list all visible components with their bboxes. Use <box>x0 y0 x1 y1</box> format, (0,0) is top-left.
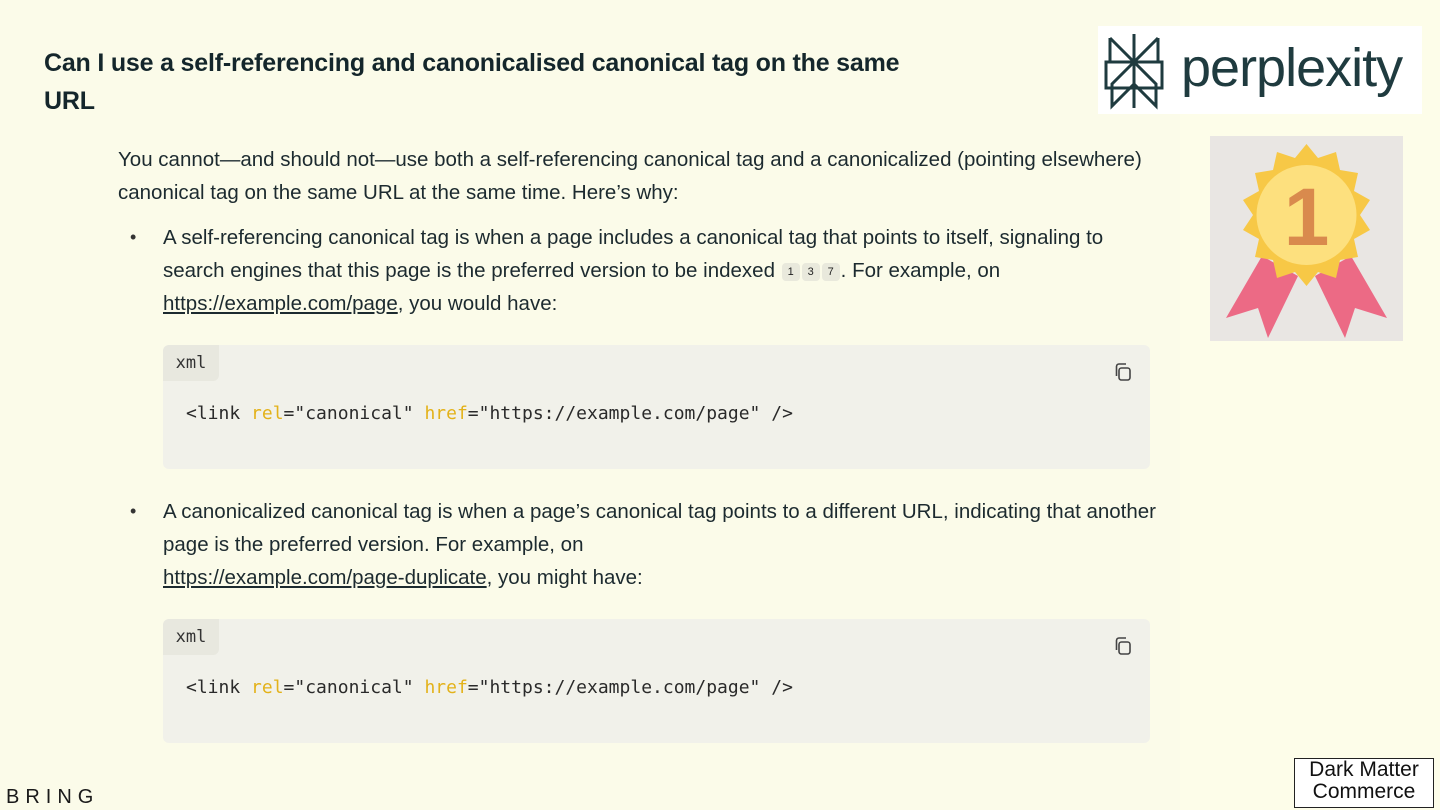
perplexity-logo <box>1098 26 1422 114</box>
code-line: <link rel="canonical" href="https://example.com/page" /> <box>186 677 793 698</box>
perplexity-logo-icon <box>1102 32 1166 110</box>
footer-brand-line: Commerce <box>1312 780 1416 803</box>
point-text: A canonicalized canonical tag is when a page’s canonical tag points to a different URL, indicating that another page is the preferred version. For example, on <box>163 500 1157 556</box>
answer-body <box>118 143 1158 769</box>
footer-brand-left: BRING <box>6 786 100 808</box>
footer-brand-right <box>1294 758 1434 808</box>
answer-point <box>118 495 1158 594</box>
medal-number: 1 <box>1283 172 1330 263</box>
answer-intro: You cannot—and should not—use both a self-referencing canonical tag and a canonicalized (pointing elsewhere) canonical tag on the same URL at the same time. Here’s why: <box>118 148 1142 204</box>
perplexity-wordmark: perplexity <box>1181 38 1403 98</box>
citation-badge[interactable]: 7 <box>822 263 840 281</box>
code-language-label: xml <box>163 345 219 381</box>
point-text: . For example, on <box>840 259 1001 282</box>
code-line: <link rel="canonical" href="https://example.com/page" /> <box>186 403 793 424</box>
copy-icon[interactable] <box>1114 362 1132 382</box>
point-text: A self-referencing canonical tag is when a page includes a canonical tag that points to itself, signaling to search engines that this page is the preferred version to be indexed <box>163 226 1104 282</box>
example-link[interactable]: https://example.com/page <box>163 292 398 315</box>
citation-badge[interactable]: 3 <box>802 263 820 281</box>
answer-point <box>118 221 1158 320</box>
question-title: Can I use a self-referencing and canonicalised canonical tag on the same URL <box>44 49 900 115</box>
bullet: • <box>130 227 137 247</box>
answer-points <box>118 495 1158 594</box>
code-block <box>163 345 1150 469</box>
copy-icon[interactable] <box>1114 636 1132 656</box>
code-block <box>163 619 1150 743</box>
point-text: , you would have: <box>397 292 558 315</box>
code-language-label: xml <box>163 619 219 655</box>
medal-icon <box>1210 136 1403 341</box>
point-text: , you might have: <box>486 566 643 589</box>
medal-image <box>1210 136 1403 341</box>
bullet: • <box>130 501 137 521</box>
answer-points <box>118 221 1158 320</box>
footer-brand-line: Dark Matter <box>1309 758 1419 781</box>
citation-badge[interactable]: 1 <box>782 263 800 281</box>
example-link[interactable]: https://example.com/page-duplicate <box>163 566 487 589</box>
